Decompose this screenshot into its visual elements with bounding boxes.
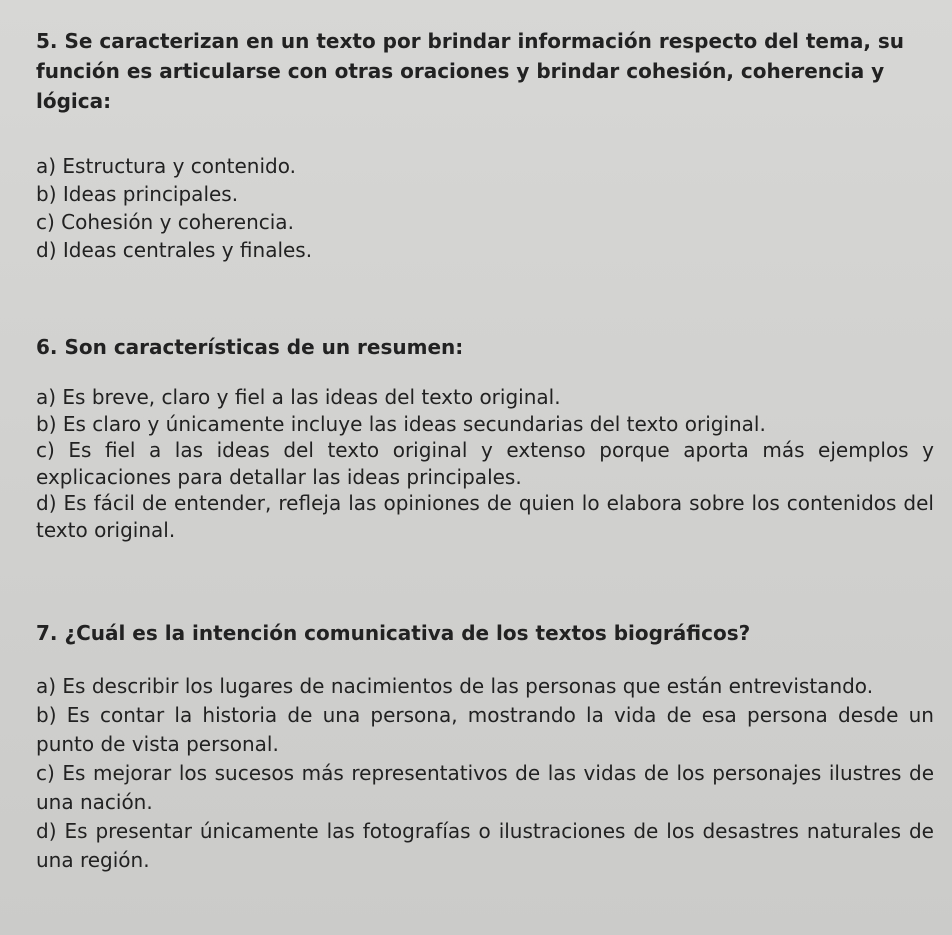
question-7: [36, 618, 934, 875]
question-6-option-b: b) Es claro y únicamente incluye las ideas secundarias del texto original.: [36, 411, 766, 436]
question-7-option-b: b) Es contar la historia de una persona, mostrando la vida de esa persona desde un punto de vista personal.: [36, 703, 934, 756]
question-5-option-a: a) Estructura y contenido.: [36, 154, 296, 178]
question-6-title: 6. Son características de un resumen:: [36, 335, 464, 359]
question-7-option-d: d) Es presentar únicamente las fotografías o ilustraciones de los desastres naturales de una región.: [36, 819, 934, 872]
question-6-option-c: c) Es fiel a las ideas del texto original y extenso porque aporta más ejemplos y explicaciones para detallar las ideas principales.: [36, 438, 934, 489]
question-6-option-a: a) Es breve, claro y fiel a las ideas del texto original.: [36, 385, 561, 409]
question-6-options: [36, 384, 934, 543]
question-5-options: [36, 152, 934, 264]
question-6-option-d: d) Es fácil de entender, refleja las opiniones de quien lo elabora sobre los contenidos del texto original.: [36, 491, 934, 542]
question-5-option-d: d) Ideas centrales y finales.: [36, 238, 313, 262]
question-5-option-b: b) Ideas principales.: [36, 182, 239, 206]
question-6: [36, 332, 934, 543]
question-5-option-c: c) Cohesión y coherencia.: [36, 210, 294, 234]
question-5-title: 5. Se caracterizan en un texto por brindar información respecto del tema, su función es articularse con otras oraciones y brindar cohesión, coherencia y lógica:: [36, 29, 905, 113]
question-7-option-c: c) Es mejorar los sucesos más representativos de las vidas de los personajes ilustres de una nación.: [36, 761, 934, 814]
question-7-title: 7. ¿Cuál es la intención comunicativa de los textos biográficos?: [36, 621, 751, 645]
question-7-option-a: a) Es describir los lugares de nacimientos de las personas que están entrevistando.: [36, 674, 874, 698]
question-7-options: [36, 672, 934, 875]
question-5: [36, 26, 934, 264]
